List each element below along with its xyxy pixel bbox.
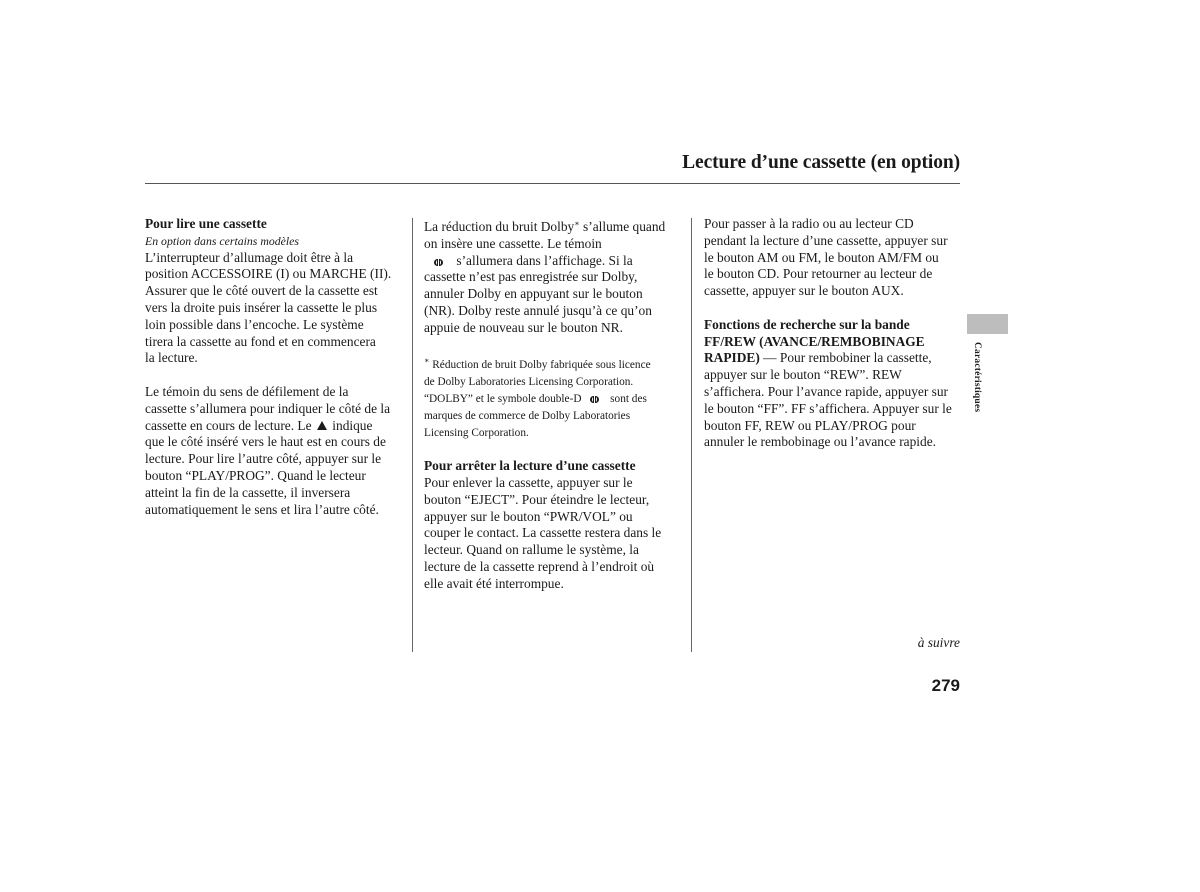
line: s’allume quand <box>583 219 666 234</box>
line: couper le contact. La cassette restera dans le <box>424 525 662 541</box>
continued-marker: à suivre <box>917 635 960 650</box>
dolby-double-d-icon <box>434 259 443 266</box>
line: cassette n’est pas enregistrée sur Dolby, <box>424 269 638 285</box>
page-number: 279 <box>931 676 960 695</box>
line: bouton “PLAY/PROG”. Quand le lecteur <box>145 467 366 483</box>
dolby-double-d-icon <box>590 396 599 403</box>
line: “DOLBY” et le symbole double-D <box>424 392 582 405</box>
line: automatiquement le sens et lira l’autre côté. <box>145 501 379 517</box>
line: Licensing Corporation. <box>424 426 529 439</box>
dolby-license-footnote <box>424 353 684 441</box>
section-heading-play: Pour lire une cassette <box>145 216 267 231</box>
line: annuler Dolby en appuyant sur le bouton <box>424 286 643 302</box>
line: Pour rembobiner la cassette, <box>779 350 932 366</box>
line: s’allumera dans l’affichage. Si la <box>456 252 633 268</box>
line: position ACCESSOIRE (I) ou MARCHE (II). <box>145 266 392 282</box>
section-heading-ff-rew: Fonctions de recherche sur la bande <box>704 316 910 332</box>
line: que le côté inséré vers le haut est en cours de <box>145 434 386 450</box>
footnote-marker: ∗ <box>574 219 580 228</box>
line: lecteur. Quand on rallume le système, la <box>424 542 639 558</box>
line: (NR). Dolby reste annulé jusqu’à ce qu’on <box>424 302 652 318</box>
column-1 <box>145 216 403 518</box>
line: cassette, appuyer sur le bouton AUX. <box>704 283 904 299</box>
line: de Dolby Laboratories Licensing Corporation. <box>424 376 634 389</box>
column-3 <box>704 216 966 451</box>
line: Pour enlever la cassette, appuyer sur le <box>424 474 633 490</box>
line: loin possible dans l’encoche. Le système <box>145 316 364 332</box>
line: marques de commerce de Dolby Laboratories <box>424 409 631 422</box>
column-divider-left <box>412 218 413 652</box>
page-title: Lecture d’une cassette (en option) <box>682 152 960 173</box>
section-tab-label: Caractéristiques <box>972 342 982 413</box>
footnote-marker: ∗ <box>424 356 430 366</box>
line: L’interrupteur d’allumage doit être à la <box>145 249 354 265</box>
line: tirera la cassette au fond et en commencera <box>145 333 376 349</box>
paragraph-dolby <box>424 216 684 337</box>
line: indique <box>332 417 373 433</box>
section-heading-ff-rew: FF/REW (AVANCE/REMBOBINAGE <box>704 333 925 349</box>
paragraph-direction-indicator <box>145 384 403 518</box>
line: sont des <box>610 392 647 405</box>
line: on insère une cassette. Le témoin <box>424 235 602 251</box>
section-heading-stop: Pour arrêter la lecture d’une cassette <box>424 458 636 474</box>
line: bouton “EJECT”. Pour éteindre le lecteur, <box>424 491 650 507</box>
line: la lecture. <box>145 350 198 366</box>
section-tab <box>967 314 1008 334</box>
line: Assurer que le côté ouvert de la cassette est <box>145 283 378 299</box>
paragraph-source-switch <box>704 216 966 300</box>
line: annuler le rembobinage ou l’avance rapide. <box>704 434 936 450</box>
availability-note: En option dans certains modèles <box>145 233 299 248</box>
line: La réduction du bruit Dolby <box>424 219 575 234</box>
paragraph-ff-rew <box>704 317 966 451</box>
line: le bouton AM ou FM, le bouton AM/FM ou <box>704 249 939 265</box>
paragraph-ignition <box>145 250 403 368</box>
section-heading-ff-rew: RAPIDE) <box>704 350 760 366</box>
line: appuyer sur le bouton “PWR/VOL” ou <box>424 508 633 524</box>
line: elle avait été interrompue. <box>424 575 564 591</box>
line: atteint la fin de la cassette, il inversera <box>145 484 351 500</box>
line: Pour passer à la radio ou au lecteur CD <box>704 216 914 231</box>
line: cassette en cours de lecture. Le <box>145 417 312 433</box>
line: cassette s’allumera pour indiquer le côté de la <box>145 400 391 416</box>
title-rule <box>145 183 960 184</box>
paragraph-eject <box>424 475 684 593</box>
line: appuyer sur le bouton “REW”. REW <box>704 367 902 383</box>
line: Le témoin du sens de défilement de la <box>145 383 349 399</box>
line: le bouton “FF”. FF s’affichera. Appuyer sur le <box>704 400 952 416</box>
column-divider-right <box>691 218 692 652</box>
line: Réduction de bruit Dolby fabriquée sous licence <box>432 359 651 372</box>
line: le bouton CD. Pour retourner au lecteur de <box>704 266 933 282</box>
line: pendant la lecture d’une cassette, appuyer sur <box>704 232 948 248</box>
line: bouton FF, REW ou PLAY/PROG pour <box>704 417 916 433</box>
line: vers la droite puis insérer la cassette le plus <box>145 299 378 315</box>
line: appuie de nouveau sur le bouton NR. <box>424 319 623 335</box>
em-dash: — <box>763 350 777 366</box>
line: lecture de la cassette reprend à l’endroit où <box>424 558 655 574</box>
column-2 <box>424 216 684 593</box>
line: s’affichera. Pour l’avance rapide, appuyer sur <box>704 383 949 399</box>
up-triangle-icon <box>317 421 327 430</box>
line: lecture. Pour lire l’autre côté, appuyer sur le <box>145 451 382 467</box>
